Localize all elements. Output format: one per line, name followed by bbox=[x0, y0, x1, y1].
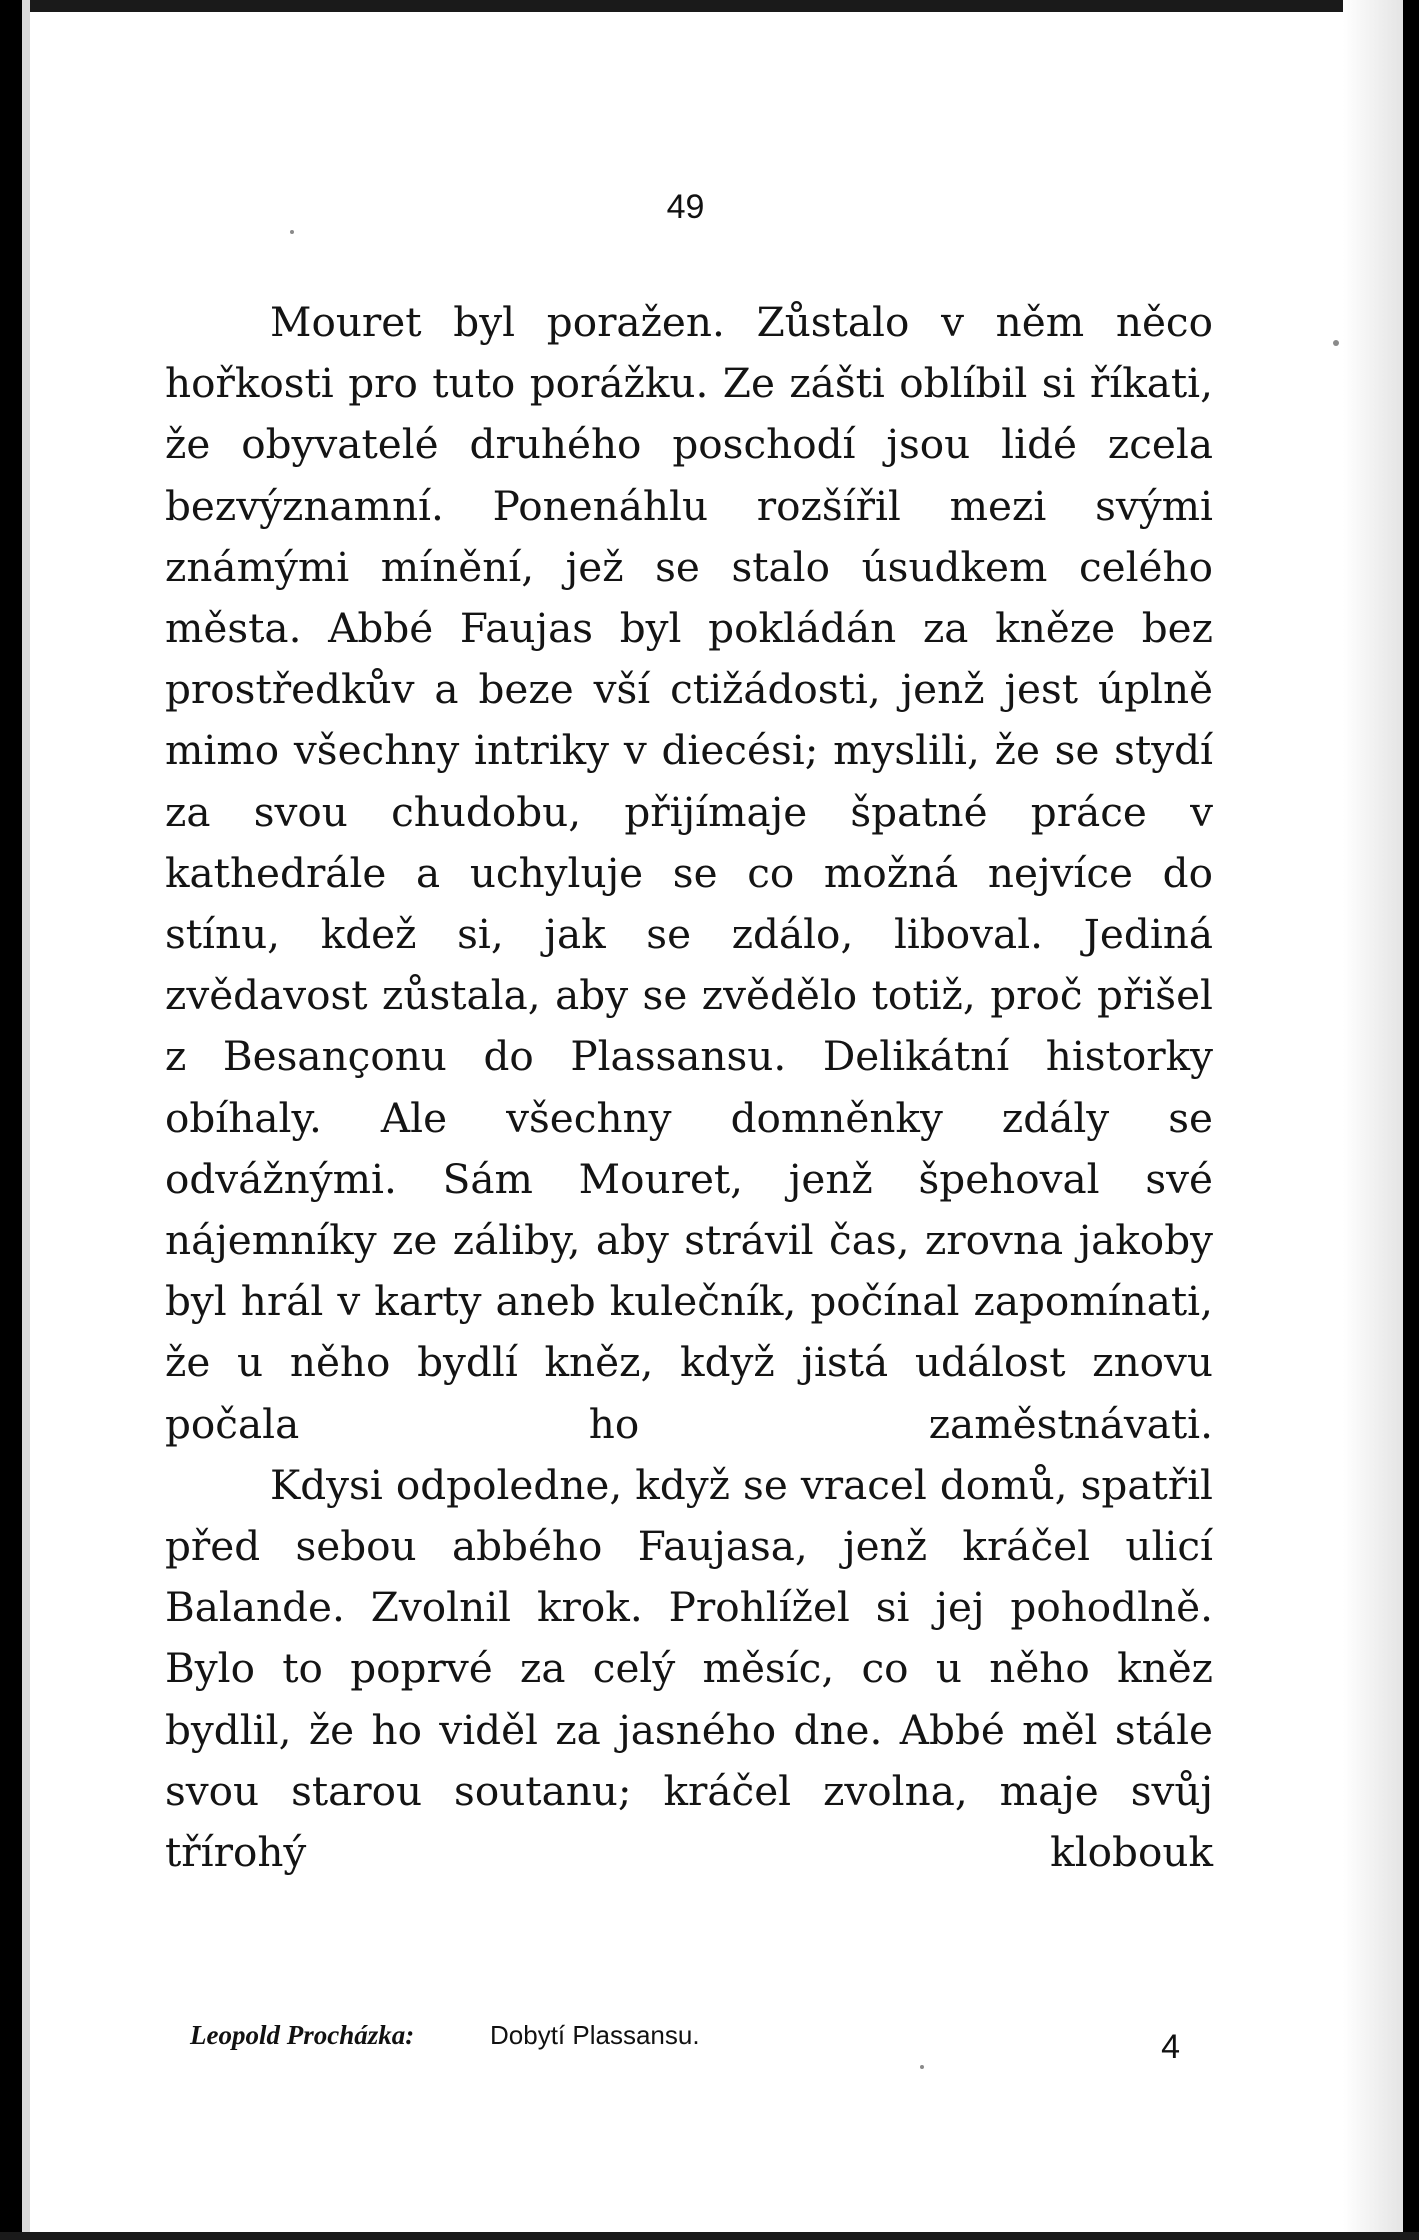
paragraph-2: Kdysi odpoledne, když se vracel domů, spatřil před sebou abbého Faujasa, jenž kráčel ulicí Balande. Zvolnil krok. Prohlížel si jej pohodlně. Bylo to poprvé za celý měsíc, co u něho kněz bydlil, že ho viděl za jasného dne. Abbé měl stále svou starou soutanu; kráčel zvolna, maje svůj třírohý klobouk bbox=[165, 1460, 1213, 1877]
footer-book-title: Dobytí Plassansu. bbox=[490, 2020, 700, 2050]
scan-top-edge bbox=[0, 0, 1419, 12]
body-text bbox=[165, 292, 1213, 1883]
scan-left-edge bbox=[0, 0, 22, 2240]
scan-left-gutter bbox=[22, 0, 30, 2240]
page-footer bbox=[190, 2020, 1180, 2070]
scan-bottom-edge bbox=[0, 2232, 1419, 2240]
page-number: 49 bbox=[666, 188, 705, 226]
paper-speck bbox=[1333, 340, 1339, 346]
footer-author: Leopold Procházka: bbox=[190, 2020, 415, 2050]
paragraph-1: Mouret byl poražen. Zůstalo v něm něco hořkosti pro tuto porážku. Ze zášti oblíbil si říkati, že obyvatelé druhého poschodí jsou lidé zcela bezvýznamní. Ponenáhlu rozšířil mezi svými známými mínění, jež se stalo úsudkem celého města. Abbé Faujas byl pokládán za kněze bez prostředkův a beze vší ctižádosti, jenž jest úplně mimo všechny intriky v diecési; myslili, že se stydí za svou chudobu, přijímaje špatné práce v kathedrále a uchyluje se co možná nejvíce do stínu, kdež si, jak se zdálo, liboval. Jediná zvědavost zůstala, aby se zvědělo totiž, proč přišel z Besançonu do Plassansu. Delikátní historky obíhaly. Ale všechny domněnky zdály se odvážnými. Sám Mouret, jenž špehoval své nájemníky ze záliby, aby strávil čas, zrovna jakoby byl hrál v karty aneb kulečník, počínal zapomínati, že u něho bydlí kněz, když jistá událost znovu počala ho zaměstnávati. bbox=[165, 298, 1213, 1448]
scan-right-edge bbox=[1403, 0, 1419, 2240]
paper-speck bbox=[290, 230, 294, 234]
footer-signature-mark: 4 bbox=[1161, 2028, 1180, 2066]
scan-right-shadow bbox=[1343, 0, 1403, 2240]
